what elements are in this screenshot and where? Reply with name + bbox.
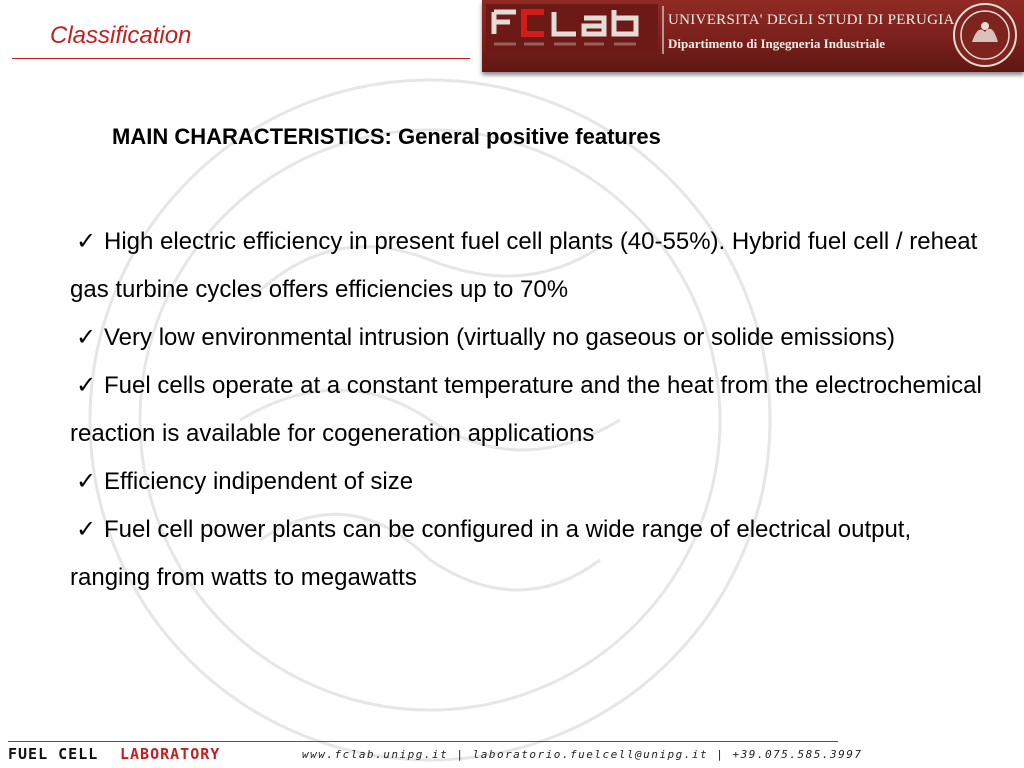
checkmark-icon: ✓	[76, 516, 97, 543]
checkmark-icon: ✓	[76, 228, 97, 255]
footer-divider	[8, 741, 838, 742]
svg-text:FUEL CELL: FUEL CELL	[8, 745, 99, 763]
bullet-text: Fuel cells operate at a constant temperature and the heat from the electrochemical reaction is available for cogeneration applications	[70, 372, 982, 447]
fuel-cell-laboratory-logo	[8, 744, 278, 764]
bullet-text: Efficiency indipendent of size	[104, 468, 414, 495]
section-title: Classification	[50, 22, 192, 49]
fclab-logo	[486, 4, 658, 52]
bullet-item	[70, 218, 990, 314]
university-name: UNIVERSITA' DEGLI STUDI DI PERUGIA	[668, 12, 955, 28]
main-heading: MAIN CHARACTERISTICS: General positive features	[112, 124, 661, 149]
bullet-item	[70, 458, 990, 506]
department-name: Dipartimento di Ingegneria Industriale	[668, 36, 886, 51]
svg-text:LABORATORY: LABORATORY	[120, 745, 221, 763]
footer-contacts: www.fclab.unipg.it | laboratorio.fuelcell@unipg.it | +39.075.585.3997	[302, 748, 863, 761]
checkmark-icon: ✓	[76, 324, 97, 351]
bullet-list	[70, 218, 990, 602]
university-seal-icon	[952, 2, 1018, 68]
bullet-item	[70, 362, 990, 458]
title-underline	[12, 58, 470, 59]
bullet-item	[70, 506, 990, 602]
banner-divider	[662, 6, 664, 54]
bullet-text: High electric efficiency in present fuel cell plants (40-55%). Hybrid fuel cell / reheat gas turbine cycles offers efficiencies up to 70%	[70, 228, 978, 303]
checkmark-icon: ✓	[76, 372, 97, 399]
bullet-item	[70, 314, 990, 362]
bullet-text: Very low environmental intrusion (virtually no gaseous or solide emissions)	[104, 324, 896, 351]
bullet-text: Fuel cell power plants can be configured in a wide range of electrical output, ranging from watts to megawatts	[70, 516, 912, 591]
checkmark-icon: ✓	[76, 468, 97, 495]
header-banner	[482, 0, 1024, 72]
